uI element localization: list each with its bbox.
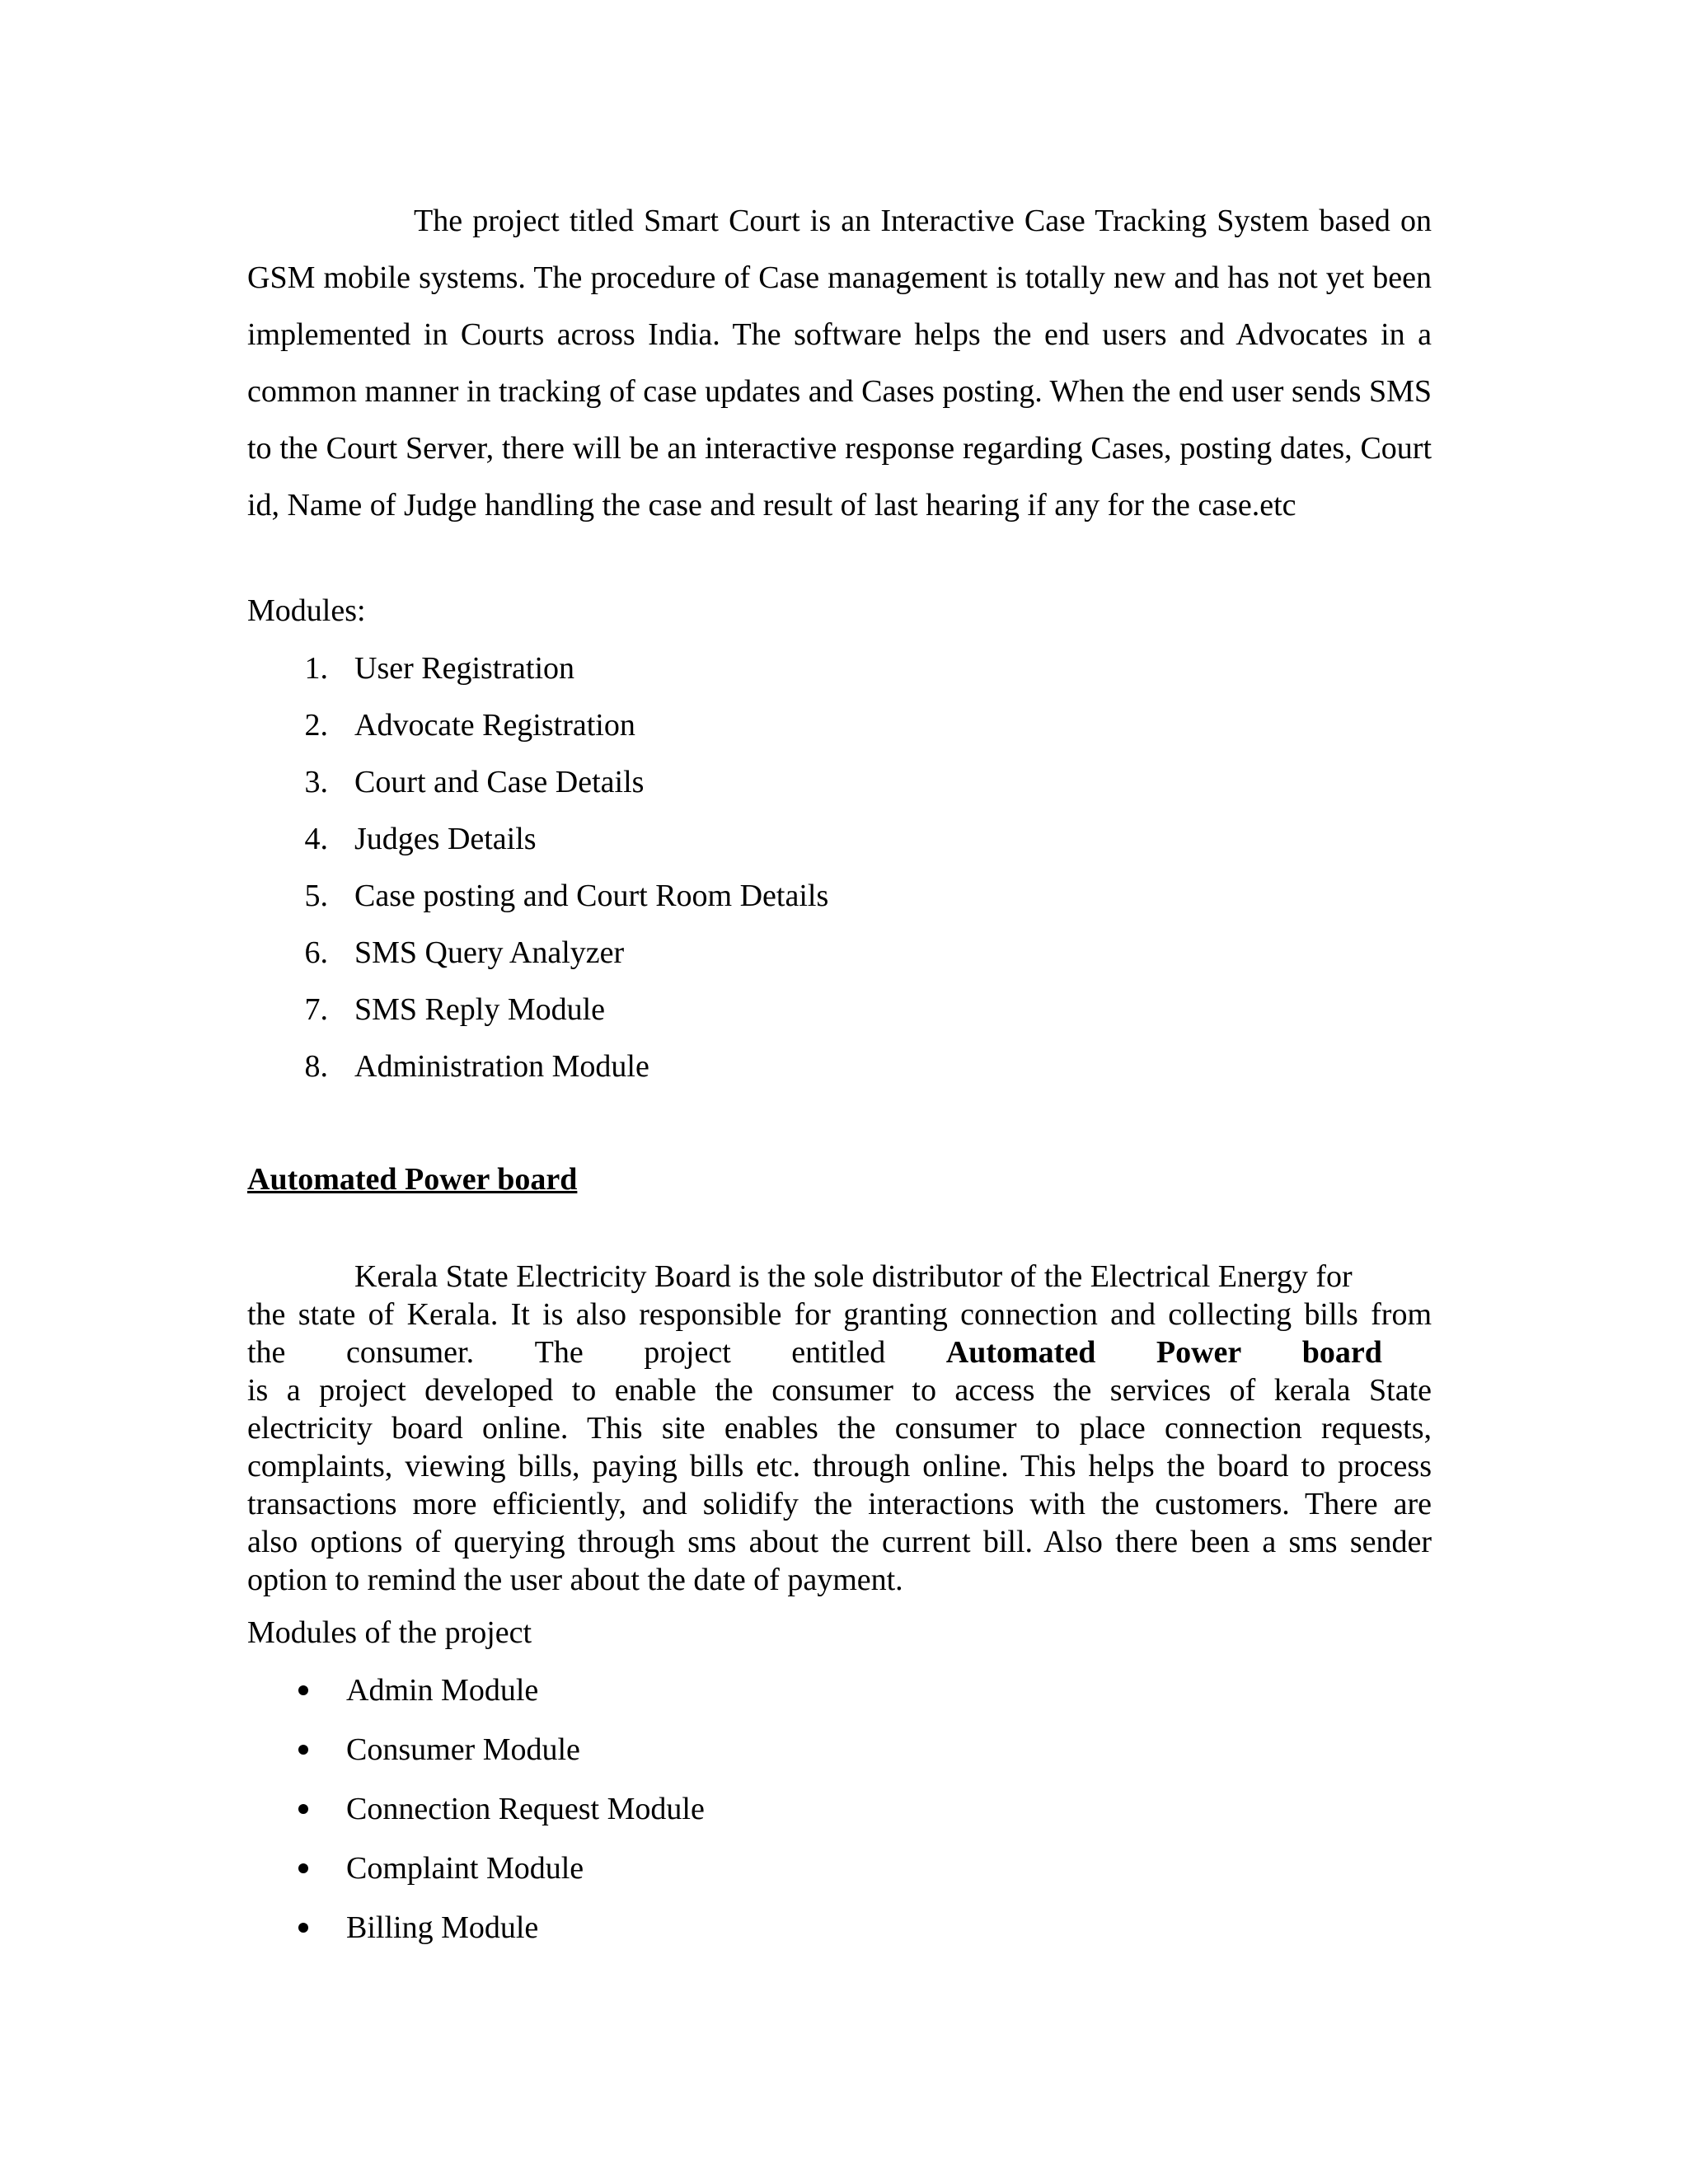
paragraph-line: also options of querying through sms about the current bill. Also there been a sms sender [247,1525,1432,1559]
bullet-icon [298,1863,308,1873]
module-name: Court and Case Details [354,765,645,799]
list-number: 6. [304,935,328,970]
power-board-modules-label: Modules of the project [247,1615,532,1650]
list-number: 7. [304,992,328,1027]
word: the [247,1335,286,1370]
word: project [644,1335,731,1370]
module-name: Case posting and Court Room Details [354,879,829,913]
paragraph-line: is a project developed to enable the consumer to access the services of kerala State [247,1373,1432,1408]
smart-court-modules-label: Modules: [247,593,366,628]
paragraph-line: option to remind the user about the date of payment. [247,1563,903,1597]
module-name: Complaint Module [346,1851,584,1886]
paragraph-line: transactions more efficiently, and solidify the interactions with the customers. There are [247,1487,1432,1521]
paragraph-line: complaints, viewing bills, paying bills etc. through online. This helps the board to process [247,1449,1432,1483]
bullet-icon [298,1804,308,1814]
word: The [534,1335,584,1370]
bullet-icon [298,1685,308,1695]
word: entitled [791,1335,886,1370]
bullet-icon [298,1923,308,1933]
bold-word: Power [1156,1335,1242,1370]
bold-word: board [1301,1335,1382,1370]
section-heading: Automated Power board [247,1162,578,1197]
paragraph-line [247,1333,1432,1371]
list-number: 3. [304,765,328,799]
smart-court-intro-paragraph: The project titled Smart Court is an Interactive Case Tracking System based on GSM mobile systems. The procedure of Case management is totally new and has not yet been implemented in Courts across India. The software helps the end users and Advocates in a common manner in tracking of case updates and Cases posting. When the end user sends SMS to the Court Server, there will be an interactive response regarding Cases, posting dates, Court id, Name of Judge handling the case and result of last hearing if any for the case.etc [247,204,1432,523]
module-name: Consumer Module [346,1732,580,1767]
paragraph-line: electricity board online. This site enables the consumer to place connection requests, [247,1411,1432,1446]
module-name: Judges Details [354,822,537,856]
list-number: 8. [304,1049,328,1084]
module-name: Administration Module [354,1049,649,1084]
bold-word: Automated [945,1335,1096,1370]
bullet-icon [298,1745,308,1755]
list-number: 2. [304,708,328,743]
list-number: 5. [304,879,328,913]
module-name: Connection Request Module [346,1792,705,1826]
module-name: SMS Query Analyzer [354,935,625,970]
paragraph-line: Kerala State Electricity Board is the sole distributor of the Electrical Energy for [354,1259,1353,1294]
module-name: Admin Module [346,1673,539,1708]
paragraph-line: the state of Kerala. It is also responsible for granting connection and collecting bills from [247,1297,1432,1332]
module-name: Advocate Registration [354,708,635,743]
module-name: Billing Module [346,1910,539,1945]
module-name: User Registration [354,651,575,686]
list-number: 4. [304,822,328,856]
module-name: SMS Reply Module [354,992,606,1027]
list-number: 1. [304,651,328,686]
word: consumer. [345,1335,475,1370]
power-board-paragraph [247,1258,1432,1599]
